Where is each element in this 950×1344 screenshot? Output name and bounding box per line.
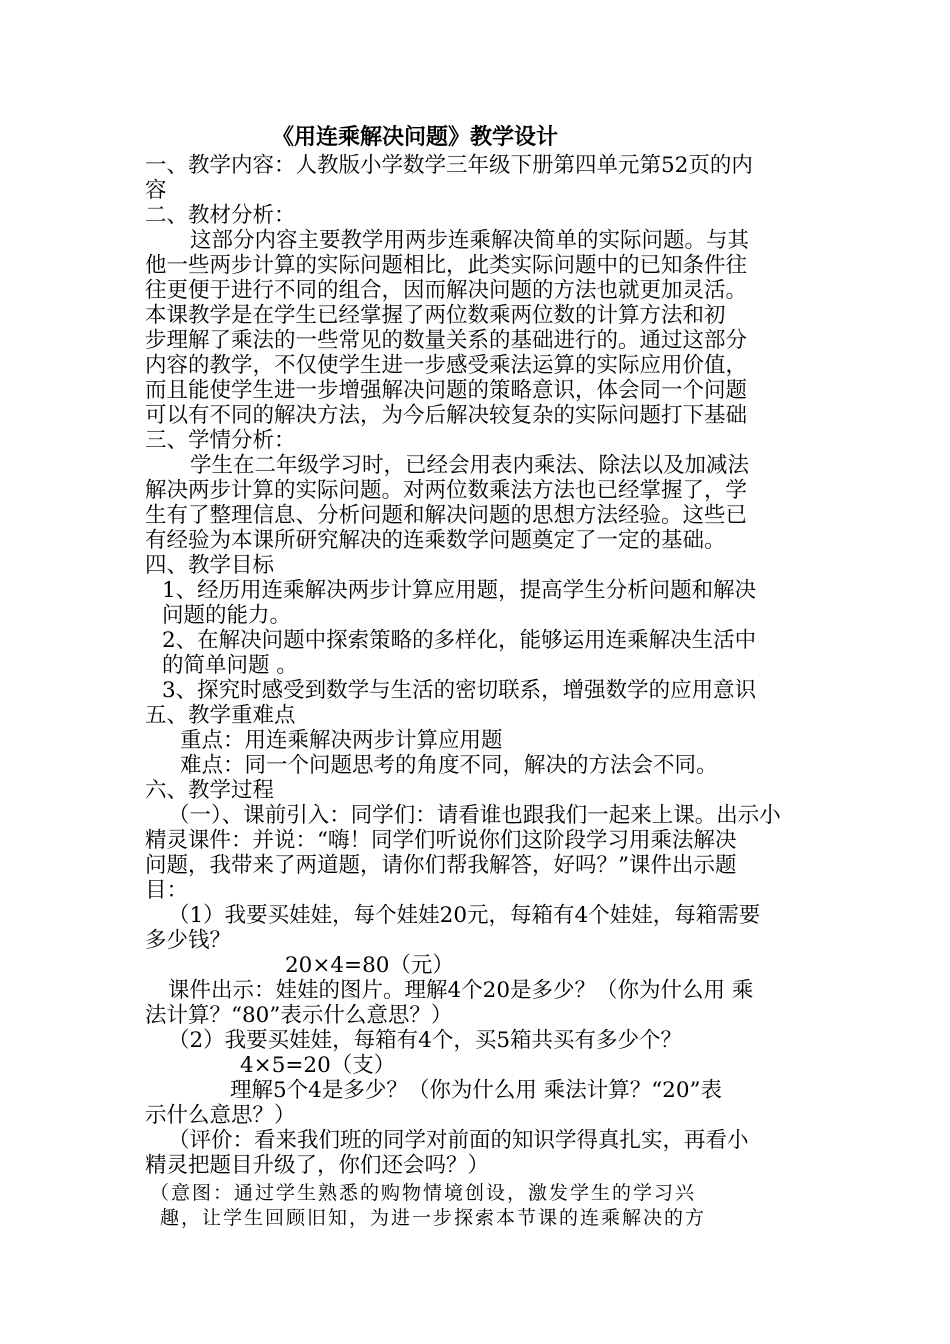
line-40: （评价：看来我们班的同学对前面的知识学得真扎实，再看小 <box>168 1128 749 1153</box>
line-24: 重点：用连乘解决两步计算应用题 <box>180 728 503 753</box>
line-29: 问题，我带来了两道题，请你们帮我解答，好吗？”课件出示题 <box>145 853 737 878</box>
line-38: 理解5个4是多少？（你为什么用 乘法计算？“20”表 <box>230 1078 723 1103</box>
line-41: 精灵把题目升级了，你们还会吗？） <box>145 1153 490 1178</box>
line-06: 往更便于进行不同的组合，因而解决问题的方法也就更加灵活。 <box>145 278 748 303</box>
line-21: 的简单问题 。 <box>162 653 298 678</box>
line-14: 解决两步计算的实际问题。对两位数乘法方法也已经掌握了，学 <box>145 478 748 503</box>
line-32: 多少钱？ <box>145 928 232 953</box>
heading-5: 五、教学重难点 <box>145 703 296 728</box>
line-30: 目： <box>145 878 189 903</box>
line-43: 趣，让学生回顾旧知，为进一步探索本节课的连乘解决的方 <box>160 1207 707 1229</box>
heading-4: 四、教学目标 <box>145 553 275 578</box>
line-18: 1、经历用连乘解决两步计算应用题，提高学生分析问题和解决 <box>162 578 757 603</box>
line-15: 生有了整理信息、分析问题和解决问题的思想方法经验。这些已 <box>145 503 748 528</box>
line-11: 可以有不同的解决方法，为今后解决较复杂的实际问题打下基础 <box>145 403 748 428</box>
heading-6: 六、教学过程 <box>145 778 275 803</box>
line-05: 他一些两步计算的实际问题相比，此类实际问题中的已知条件往 <box>145 253 748 278</box>
line-01: 一、教学内容：人教版小学数学三年级下册第四单元第52页的内 <box>145 153 753 178</box>
line-27: （一）、课前引入：同学们：请看谁也跟我们一起来上课。出示小 <box>168 803 781 828</box>
line-28: 精灵课件：并说：“嗨！同学们听说你们这阶段学习用乘法解决 <box>145 828 737 853</box>
equation-1: 20×4=80（元） <box>285 953 454 978</box>
line-39: 示什么意思？） <box>145 1103 296 1128</box>
line-19: 问题的能力。 <box>162 603 292 628</box>
line-34: 课件出示：娃娃的图片。理解4个20是多少？（你为什么用 乘 <box>168 978 754 1003</box>
heading-2: 二、教材分析： <box>145 203 296 228</box>
line-04: 这部分内容主要教学用两步连乘解决简单的实际问题。与其 <box>190 228 750 253</box>
line-07: 本课教学是在学生已经掌握了两位数乘两位数的计算方法和初 <box>145 303 726 328</box>
line-35: 法计算？“80”表示什么意思？） <box>145 1003 453 1028</box>
equation-2: 4×5=20（支） <box>240 1053 396 1078</box>
line-31: （1）我要买娃娃，每个娃娃20元，每箱有4个娃娃，每箱需要 <box>168 903 761 928</box>
line-42: （意图：通过学生熟悉的购物情境创设，激发学生的学习兴 <box>150 1182 697 1204</box>
line-16: 有经验为本课所研究解决的连乘数学问题奠定了一定的基础。 <box>145 528 726 553</box>
line-09: 内容的教学，不仅使学生进一步感受乘法运算的实际应用价值， <box>145 353 748 378</box>
line-20: 2、在解决问题中探索策略的多样化，能够运用连乘解决生活中 <box>162 628 757 653</box>
line-22: 3、探究时感受到数学与生活的密切联系，增强数学的应用意识 <box>162 678 757 703</box>
document-title: 《用连乘解决问题》教学设计 <box>272 124 559 150</box>
line-13: 学生在二年级学习时，已经会用表内乘法、除法以及加减法 <box>190 453 750 478</box>
line-36: （2）我要买娃娃，每箱有4个，买5箱共买有多少个？ <box>168 1028 683 1053</box>
line-25: 难点：同一个问题思考的角度不同，解决的方法会不同。 <box>180 753 718 778</box>
line-02: 容 <box>145 178 167 203</box>
line-10: 而且能使学生进一步增强解决问题的策略意识，体会同一个问题 <box>145 378 748 403</box>
line-08: 步理解了乘法的一些常见的数量关系的基础进行的。通过这部分 <box>145 328 748 353</box>
heading-3: 三、学情分析： <box>145 428 296 453</box>
